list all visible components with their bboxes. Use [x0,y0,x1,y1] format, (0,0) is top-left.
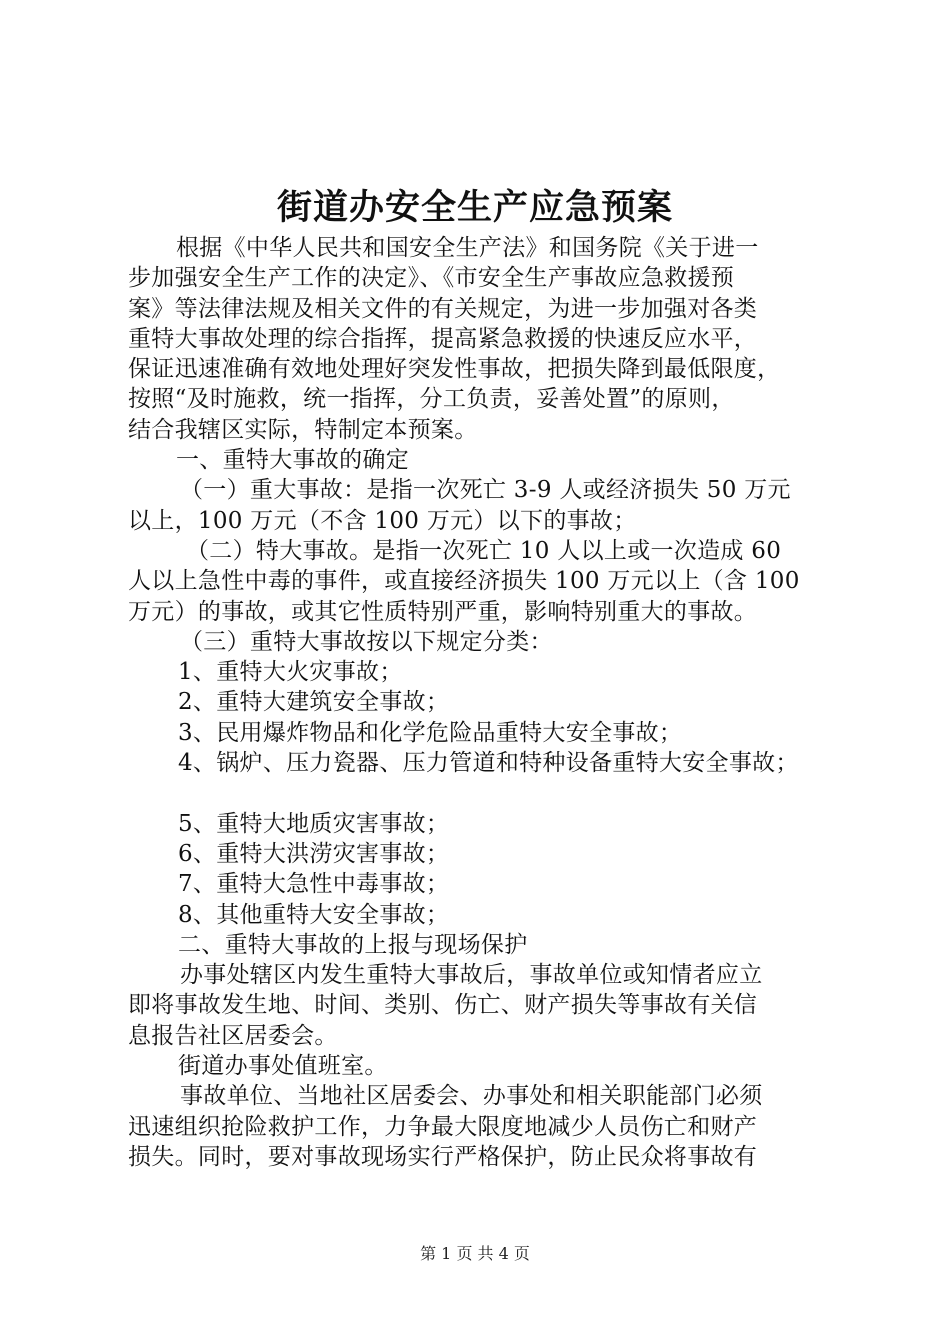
section-heading: 二、重特大事故的上报与现场保护 [178,931,528,958]
page-footer: 第 1 页 共 4 页 [420,1244,530,1263]
paragraph-line: 迅速组织抢险救护工作，力争最大限度地减少人员伤亡和财产 [128,1113,758,1140]
paragraph-line: 按照“及时施救，统一指挥，分工负责，妥善处置”的原则， [128,386,735,413]
list-item: 4、锅炉、压力瓷器、压力管道和特种设备重特大安全事故； [178,750,799,777]
paragraph-line: 案》等法律法规及相关文件的有关规定，为进一步加强对各类 [128,295,758,322]
paragraph-line: （三）重特大事故按以下规定分类： [180,628,553,655]
paragraph-line: 以上，100 万元（不含 100 万元）以下的事故； [128,507,637,534]
list-item: 5、重特大地质灾害事故； [178,810,450,837]
paragraph-line: 重特大事故处理的综合指挥，提高紧急救援的快速反应水平， [128,325,758,352]
paragraph-line: 事故单位、当地社区居委会、办事处和相关职能部门必须 [180,1083,763,1110]
paragraph-line: 人以上急性中毒的事件，或直接经济损失 100 万元以上（含 100 [128,568,800,595]
paragraph-line: 步加强安全生产工作的决定》、《市安全生产事故应急救援预 [128,265,735,292]
list-item: 2、重特大建筑安全事故； [178,689,450,716]
paragraph-line: 根据《中华人民共和国安全生产法》和国务院《关于进一 [176,235,759,261]
paragraph-line: 保证迅速准确有效地处理好突发性事故，把损失降到最低限度， [128,356,781,383]
document-title: 街道办安全生产应急预案 [276,187,673,228]
list-item: 6、重特大洪涝灾害事故； [178,840,450,867]
list-item: 1、重特大火灾事故； [178,659,403,686]
paragraph-line: 办事处辖区内发生重特大事故后，事故单位或知情者应立 [180,962,763,989]
list-item: 3、民用爆炸物品和化学危险品重特大安全事故； [178,719,683,746]
paragraph-line: 损失。同时，要对事故现场实行严格保护，防止民众将事故有 [128,1143,758,1170]
paragraph-line: 息报告社区居委会。 [128,1022,338,1049]
paragraph-line: （一）重大事故：是指一次死亡 3-9 人或经济损失 50 万元 [180,477,791,504]
blank-line [128,778,836,808]
paragraph-line: 即将事故发生地、时间、类别、伤亡、财产损失等事故有关信 [128,992,758,1019]
list-item: 7、重特大急性中毒事故； [178,871,450,898]
document-body [128,233,836,1172]
section-heading: 一、重特大事故的确定 [176,447,409,474]
list-item: 8、其他重特大安全事故； [178,901,450,928]
paragraph-line: 万元）的事故，或其它性质特别严重，影响特别重大的事故。 [128,598,758,625]
paragraph-line: （二）特大事故。是指一次死亡 10 人以上或一次造成 60 [186,537,782,564]
paragraph-line: 结合我辖区实际，特制定本预案。 [128,416,478,443]
paragraph-line: 街道办事处值班室。 [178,1053,388,1080]
